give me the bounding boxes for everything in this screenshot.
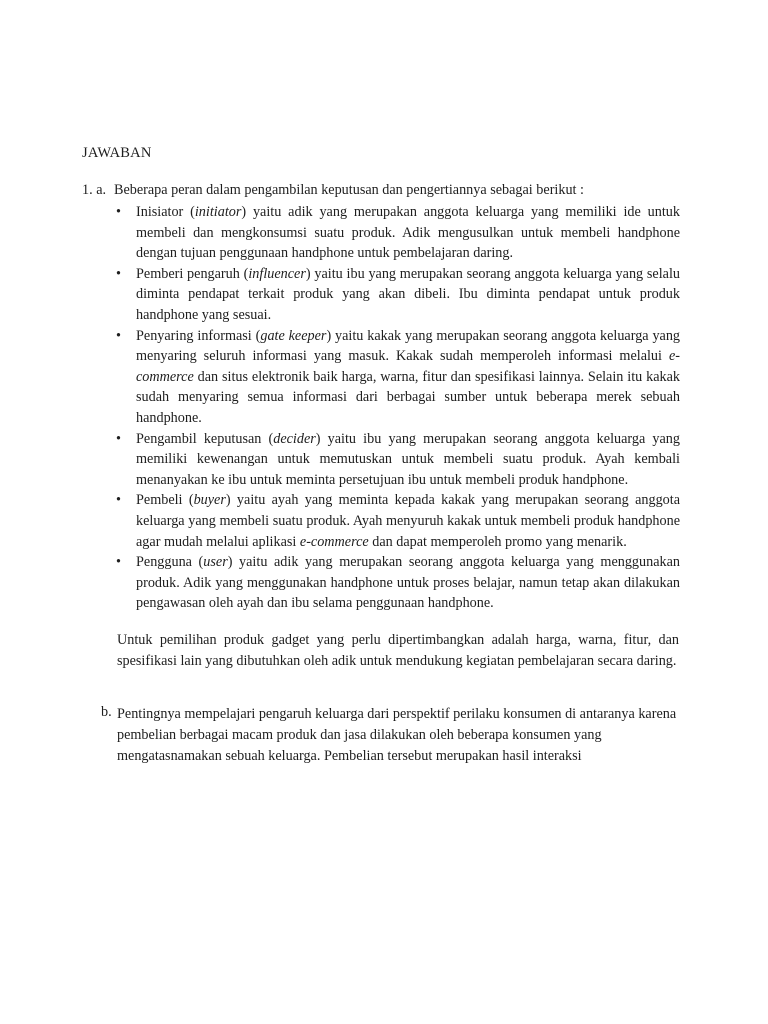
item-body-2: dan situs elektronik baik harga, warna, fitur dan spesifikasi lainnya. Selain itu kakak sudah menyaring semua informasi dari berbagai sumber untuk beberapa merek sebuah handphone. [136,368,680,426]
bullet-icon: • [116,492,121,509]
part-a-marker: a. [96,182,107,198]
bullet-icon: • [116,265,121,282]
item-prefix: Pembeli ( [136,492,194,509]
roles-list [114,202,680,614]
item-term: decider [273,430,316,447]
item-term-2: e-commerce [136,348,680,385]
item-prefix: Inisiator ( [136,204,195,220]
bullet-icon: • [116,204,121,220]
item-term: gate keeper [260,327,327,344]
part-a-closing: Untuk pemilihan produk gadget yang perlu dipertimbangkan adalah harga, warna, fitur, dan spesifikasi lain yang dibutuhkan oleh adik untuk mendukung kegiatan pembelajaran secara daring. [117,632,679,669]
item-term: buyer [193,492,226,509]
item-prefix: Pengguna ( [136,554,204,571]
item-term: user [203,554,228,571]
item-term: initiator [194,204,242,220]
item-body-2: dan dapat memperoleh promo yang menarik. [368,533,627,550]
bullet-icon: • [116,430,121,447]
list-item-influencer [114,264,680,326]
bullet-icon: • [116,554,121,571]
list-item-user [114,552,680,614]
list-item-initiator [114,202,680,264]
item-body: ) yaitu ibu yang merupakan seorang anggota keluarga yang memiliki kewenangan untuk memutuskan untuk membeli suatu produk. Ayah kembali menanyakan ke ibu untuk meminta persetujuan ibu untuk membeli produk handphone. [136,430,680,488]
bullet-icon: • [116,327,121,344]
item-prefix: Pemberi pengaruh ( [136,265,249,282]
item-body: ) yaitu ibu yang merupakan seorang anggota keluarga yang selalu diminta pendapat terkait produk yang akan dibeli. Ibu diminta pendapat untuk produk handphone yang sesuai. [136,265,680,323]
question-number [82,182,106,199]
item-body: ) yaitu kakak yang merupakan seorang anggota keluarga yang menyaring seluruh informasi yang masuk. Kakak sudah memperoleh informasi melalui [136,327,681,365]
list-item-buyer [114,490,680,552]
document-title: JAWABAN [82,145,152,161]
part-b-marker: b. [101,704,112,720]
list-item-gate-keeper [114,326,680,429]
item-term: influencer [248,265,306,282]
item-prefix: Pengambil keputusan ( [136,430,274,447]
part-a-intro: Beberapa peran dalam pengambilan keputusan dan pengertiannya sebagai berikut : [114,182,584,198]
list-item-decider [114,429,680,491]
item-body: ) yaitu ayah yang meminta kepada kakak yang merupakan seorang anggota keluarga yang membeli suatu produk. Ayah menyuruh kakak untuk membeli produk handphone agar mudah melalui aplikasi [136,492,680,550]
item-body: ) yaitu adik yang merupakan seorang anggota keluarga yang menggunakan produk. Adik yang menggunakan handphone untuk proses belajar, namun tetap akan dilakukan pengawasan oleh ayah dan ibu selama penggunaan handphone. [136,554,680,612]
item-prefix: Penyaring informasi ( [136,327,261,344]
item-term-2: e-commerce [299,533,369,550]
item-body: ) yaitu adik yang merupakan anggota keluarga yang memiliki ide untuk membeli dan mengkonsumsi suatu produk. Adik mengusulkan untuk membeli handphone dengan tujuan penggunaan handphone untuk pembelajaran daring. [136,204,680,262]
part-b-text: Pentingnya mempelajari pengaruh keluarga dari perspektif perilaku konsumen di antaranya karena pembelian berbagai macam produk dan jasa dilakukan oleh beberapa konsumen yang mengatasnamakan sebuah keluarga. Pembelian tersebut merupakan hasil interaksi [117,706,677,764]
question-number-label: 1. [82,182,93,198]
